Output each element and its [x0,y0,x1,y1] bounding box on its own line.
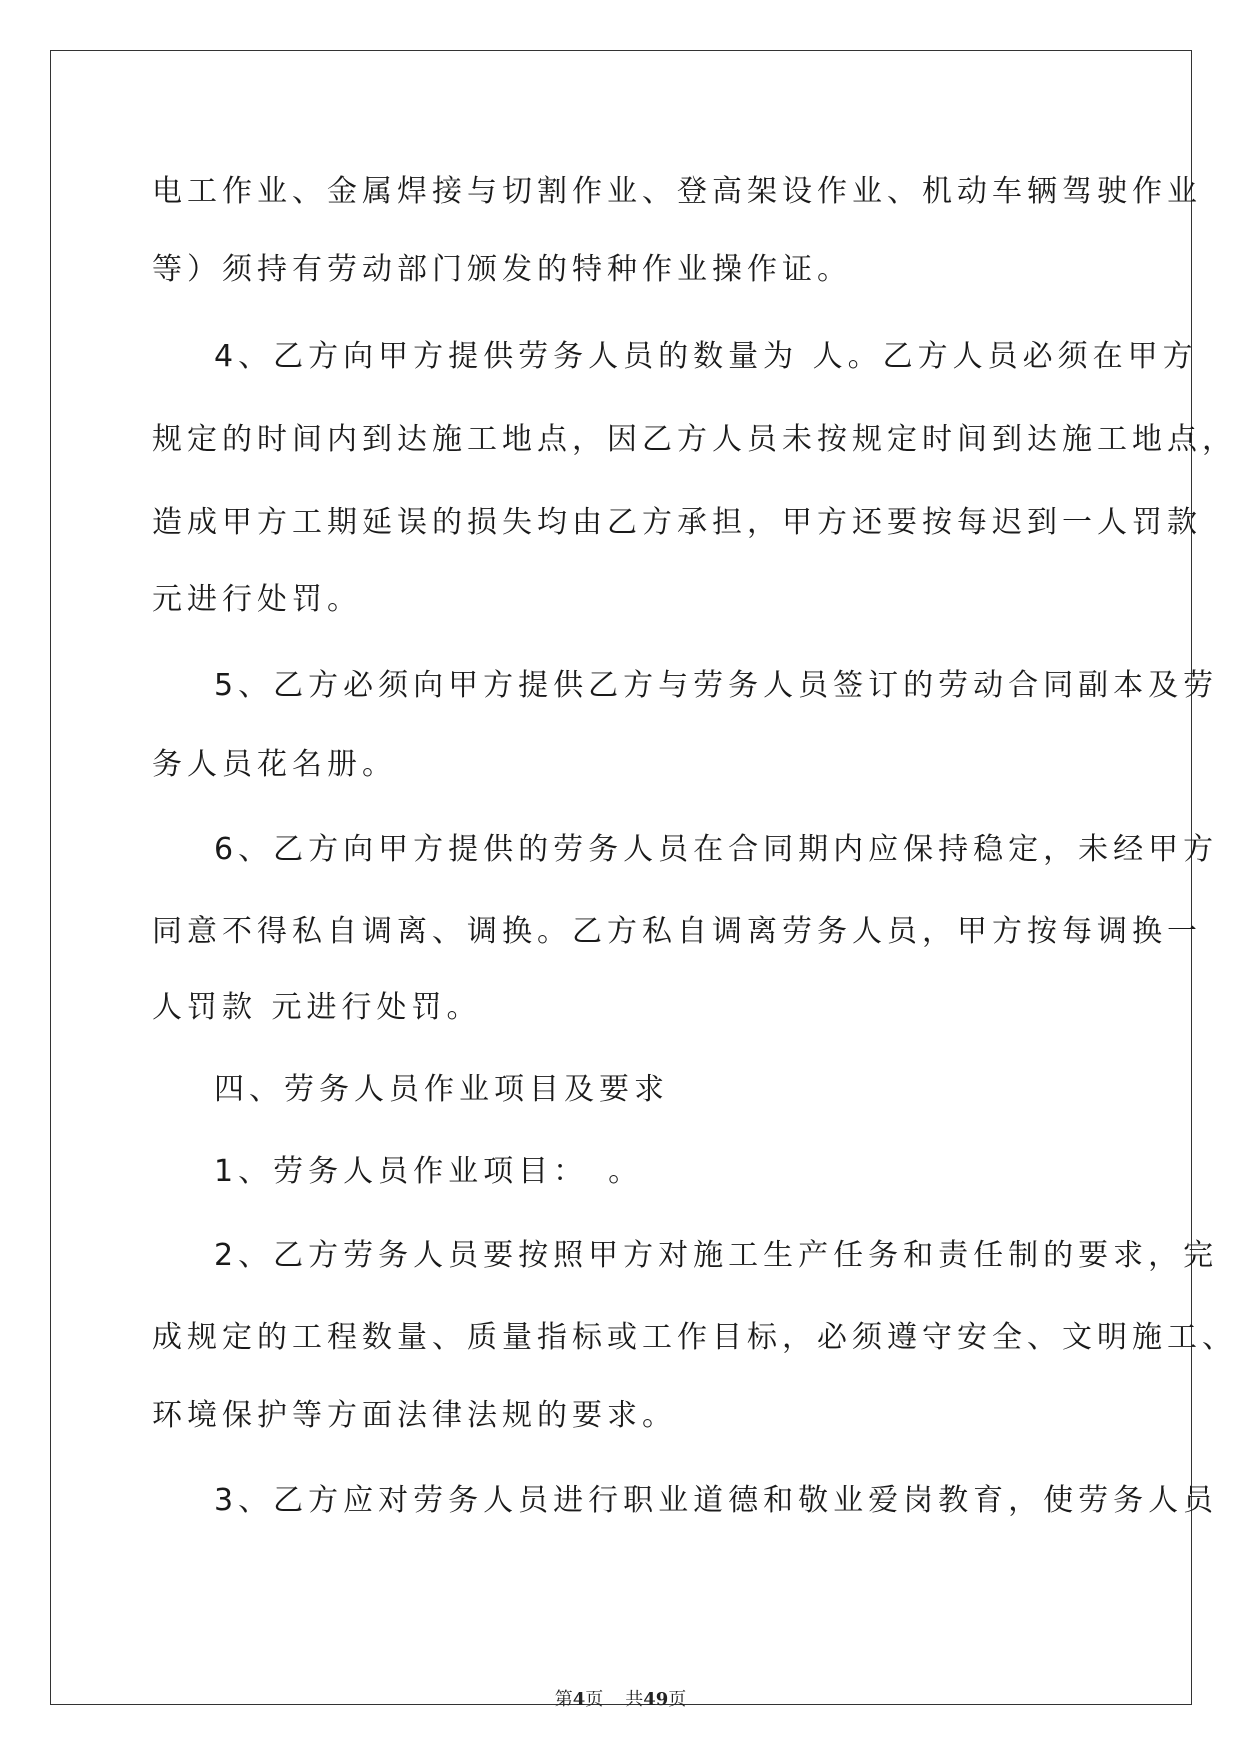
page-frame [50,50,1192,1705]
footer-prefix: 第 [554,1689,573,1710]
footer-page-suffix: 页 [585,1689,604,1710]
body-line-17: 3、乙方应对劳务人员进行职业道德和敬业爱岗教育，使劳务人员 [214,1483,1219,1518]
body-line-9: 6、乙方向甲方提供的劳务人员在合同期内应保持稳定，未经甲方 [214,832,1219,867]
footer-page-number: 4 [572,1689,586,1710]
footer-total-pages: 49 [643,1689,669,1710]
section-heading: 四、劳务人员作业项目及要求 [214,1072,669,1107]
body-line-13: 1、劳务人员作业项目： 。 [214,1154,644,1189]
body-line-15: 成规定的工程数量、质量指标或工作目标，必须遵守安全、文明施工、 [152,1320,1237,1355]
body-line-6: 元进行处罚。 [152,582,362,617]
body-line-4: 规定的时间内到达施工地点，因乙方人员未按规定时间到达施工地点， [152,422,1237,457]
page-footer [0,1688,1241,1712]
footer-total-suffix: 页 [668,1689,687,1710]
body-line-11: 人罚款 元进行处罚。 [152,990,482,1025]
body-line-10: 同意不得私自调离、调换。乙方私自调离劳务人员，甲方按每调换一 [152,914,1202,949]
body-line-8: 务人员花名册。 [152,747,397,782]
body-line-16: 环境保护等方面法律法规的要求。 [152,1398,677,1433]
footer-total-prefix: 共 [625,1689,644,1710]
body-line-14: 2、乙方劳务人员要按照甲方对施工生产任务和责任制的要求，完 [214,1238,1219,1273]
body-line-5: 造成甲方工期延误的损失均由乙方承担，甲方还要按每迟到一人罚款 [152,505,1202,540]
body-line-2: 等）须持有劳动部门颁发的特种作业操作证。 [152,252,852,287]
body-line-1: 电工作业、金属焊接与切割作业、登高架设作业、机动车辆驾驶作业 [152,174,1202,209]
body-line-3: 4、乙方向甲方提供劳务人员的数量为 人。乙方人员必须在甲方 [214,339,1198,374]
body-line-7: 5、乙方必须向甲方提供乙方与劳务人员签订的劳动合同副本及劳 [214,668,1219,703]
